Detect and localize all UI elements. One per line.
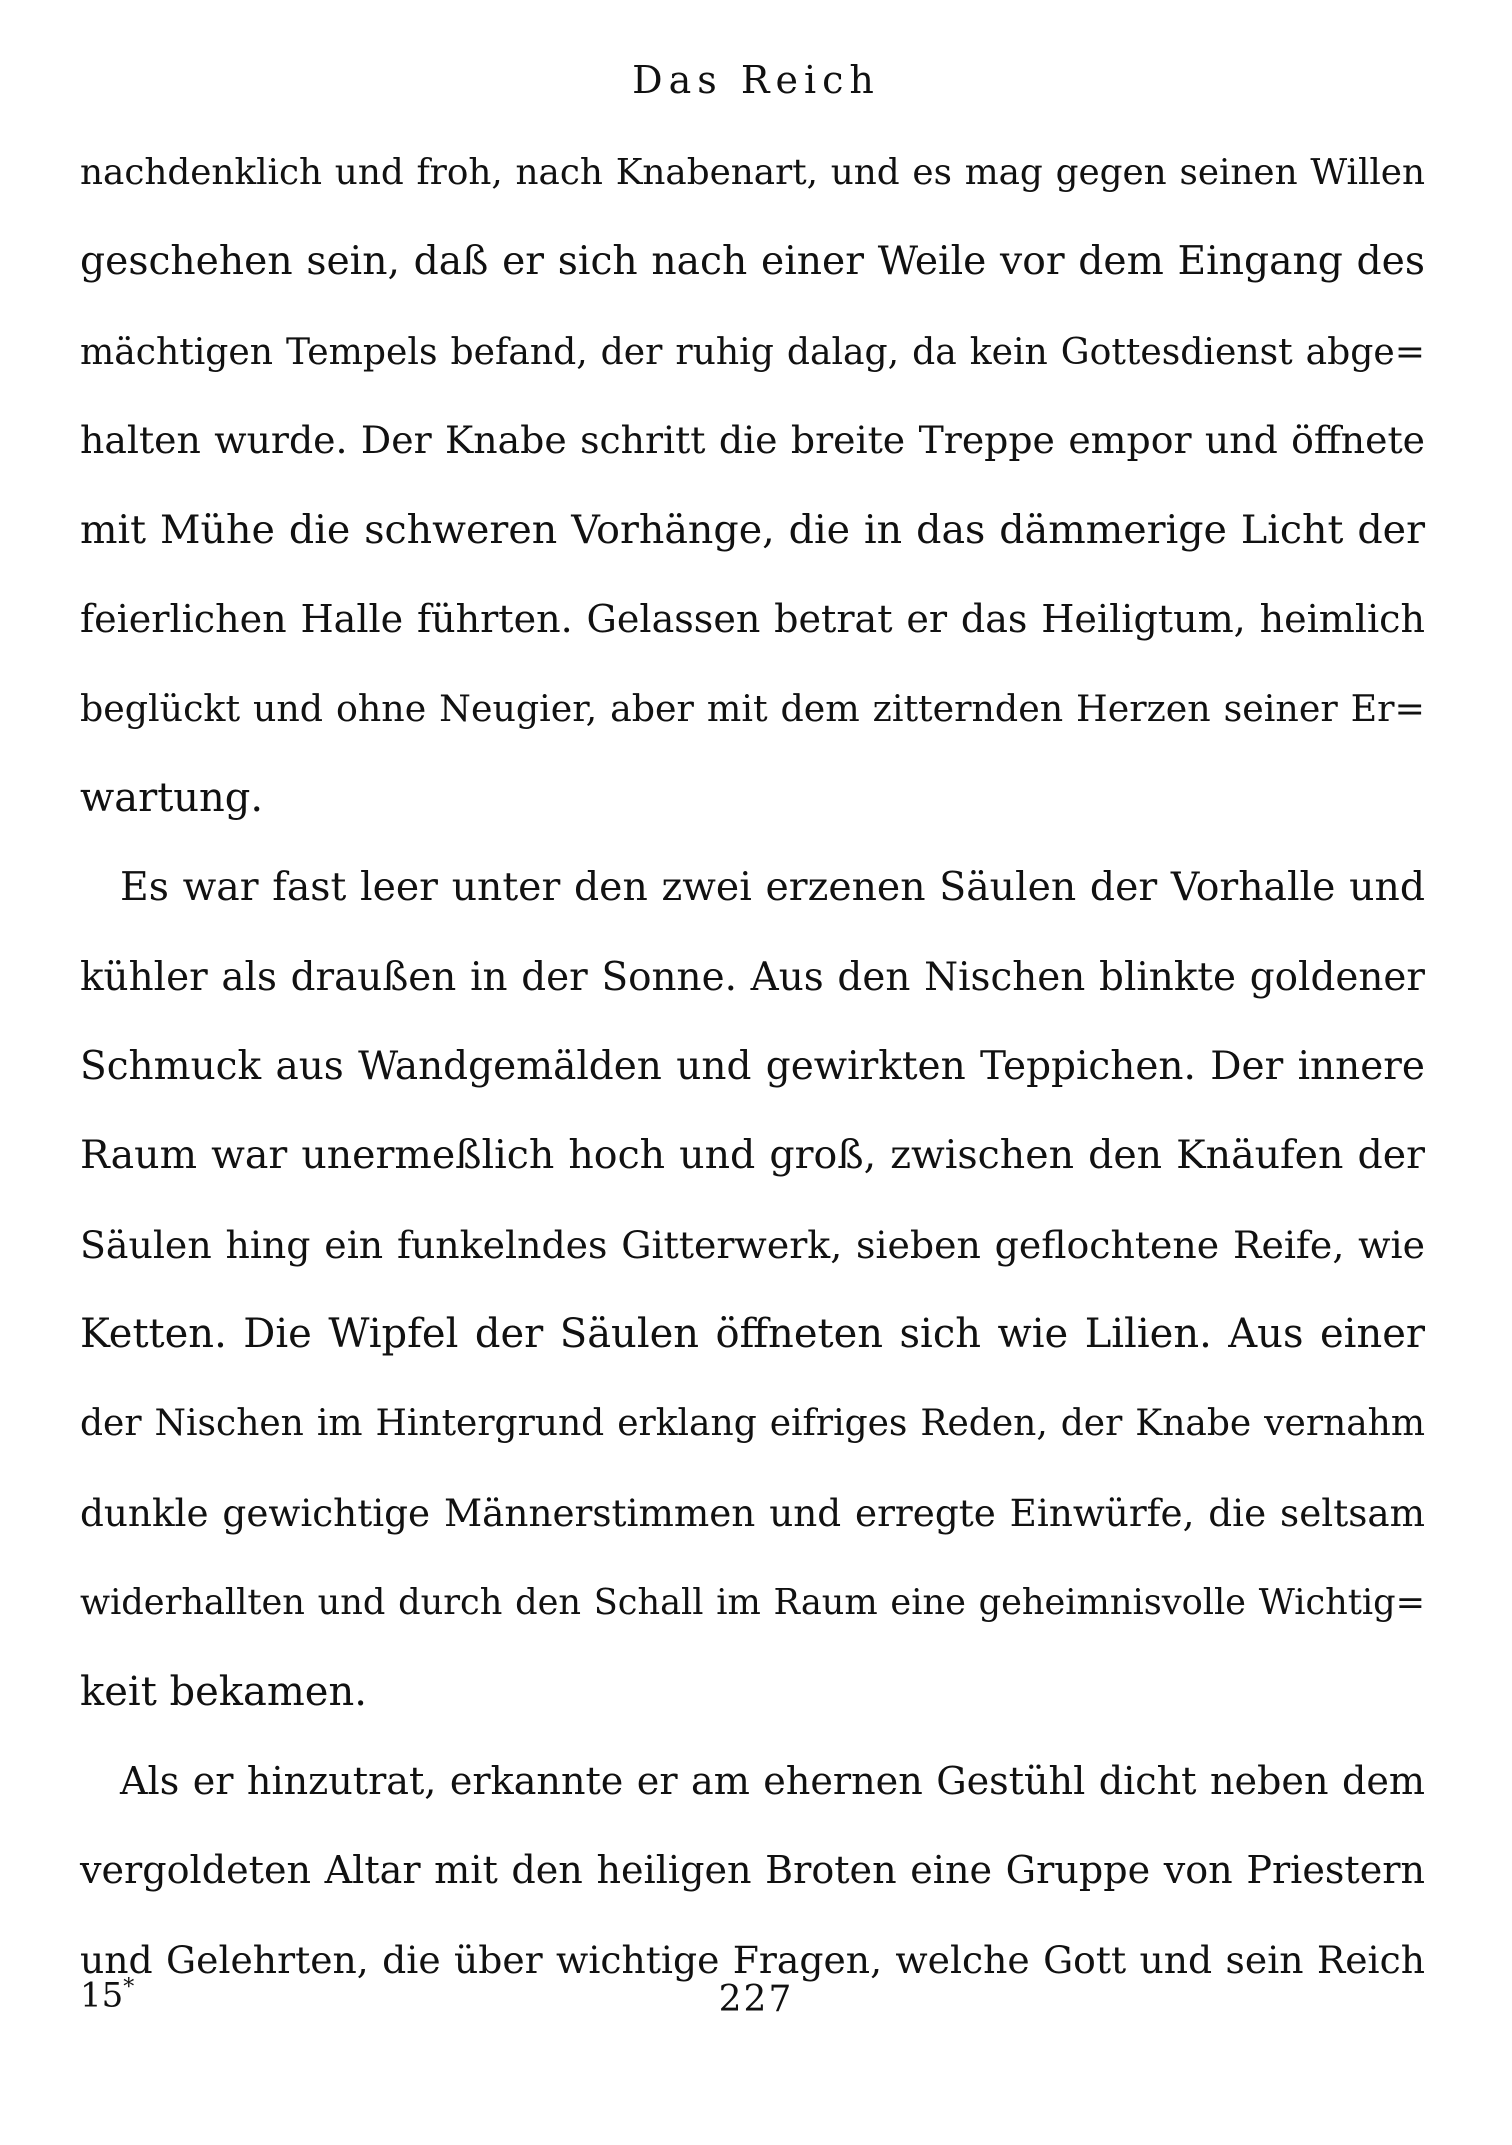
text-line: nachdenklich und froh, nach Knabenart, und es mag gegen seinen Willen	[80, 152, 1425, 193]
text-line: und Gelehrten, die über wichtige Fragen, welche Gott und sein Reich	[80, 1937, 1425, 1982]
paragraph-2	[80, 843, 1425, 1737]
text-line: widerhallten und durch den Schall im Raum eine geheimnisvolle Wichtig=	[80, 1582, 1425, 1624]
text-line: mächtigen Tempels befand, der ruhig dalag, da kein Gottesdienst abge=	[80, 329, 1425, 373]
text-line: keit bekamen.	[80, 1668, 367, 1715]
running-head: Das Reich	[632, 58, 880, 102]
text-line: Schmuck aus Wandgemälden und gewirkten Teppichen. Der innere	[80, 1043, 1425, 1089]
text-line: Als er hinzutrat, erkannte er am ehernen Gestühl dicht neben dem	[120, 1759, 1425, 1804]
text-line: der Nischen im Hintergrund erklang eifriges Reden, der Knabe vernahm	[80, 1403, 1425, 1445]
paragraph-1	[80, 128, 1425, 843]
paragraph-3	[80, 1737, 1425, 2005]
text-line: vergoldeten Altar mit den heiligen Broten eine Gruppe von Priestern	[80, 1848, 1425, 1893]
text-line: geschehen sein, daß er sich nach einer Weile vor dem Eingang des	[80, 239, 1425, 285]
text-line: beglückt und ohne Neugier, aber mit dem zitternden Herzen seiner Er=	[80, 687, 1425, 731]
text-line: mit Mühe die schweren Vorhänge, die in das dämmerige Licht der	[80, 506, 1425, 553]
signature-number: 15	[80, 1975, 124, 2016]
page-footer	[0, 1975, 1512, 2035]
body-text	[80, 128, 1425, 2005]
text-line: kühler als draußen in der Sonne. Aus den Nischen blinkte goldener	[80, 954, 1425, 1000]
text-line: dunkle gewichtige Männerstimmen und erregte Einwürfe, die seltsam	[80, 1490, 1425, 1535]
text-line: Raum war unermeßlich hoch und groß, zwischen den Knäufen der	[80, 1132, 1425, 1179]
text-line: wartung.	[80, 774, 264, 821]
text-line: halten wurde. Der Knabe schritt die breite Treppe empor und öffnete	[80, 418, 1425, 463]
text-line: feierlichen Halle führten. Gelassen betrat er das Heiligtum, heimlich	[80, 596, 1425, 641]
page-number: 227	[718, 1979, 794, 2020]
text-line: Es war fast leer unter den zwei erzenen Säulen der Vorhalle und	[120, 864, 1425, 911]
text-line: Ketten. Die Wipfel der Säulen öffneten sich wie Lilien. Aus einer	[80, 1311, 1425, 1358]
signature-asterisk: *	[123, 1975, 135, 2000]
text-line: Säulen hing ein funkelndes Gitterwerk, sieben geflochtene Reife, wie	[80, 1222, 1425, 1267]
